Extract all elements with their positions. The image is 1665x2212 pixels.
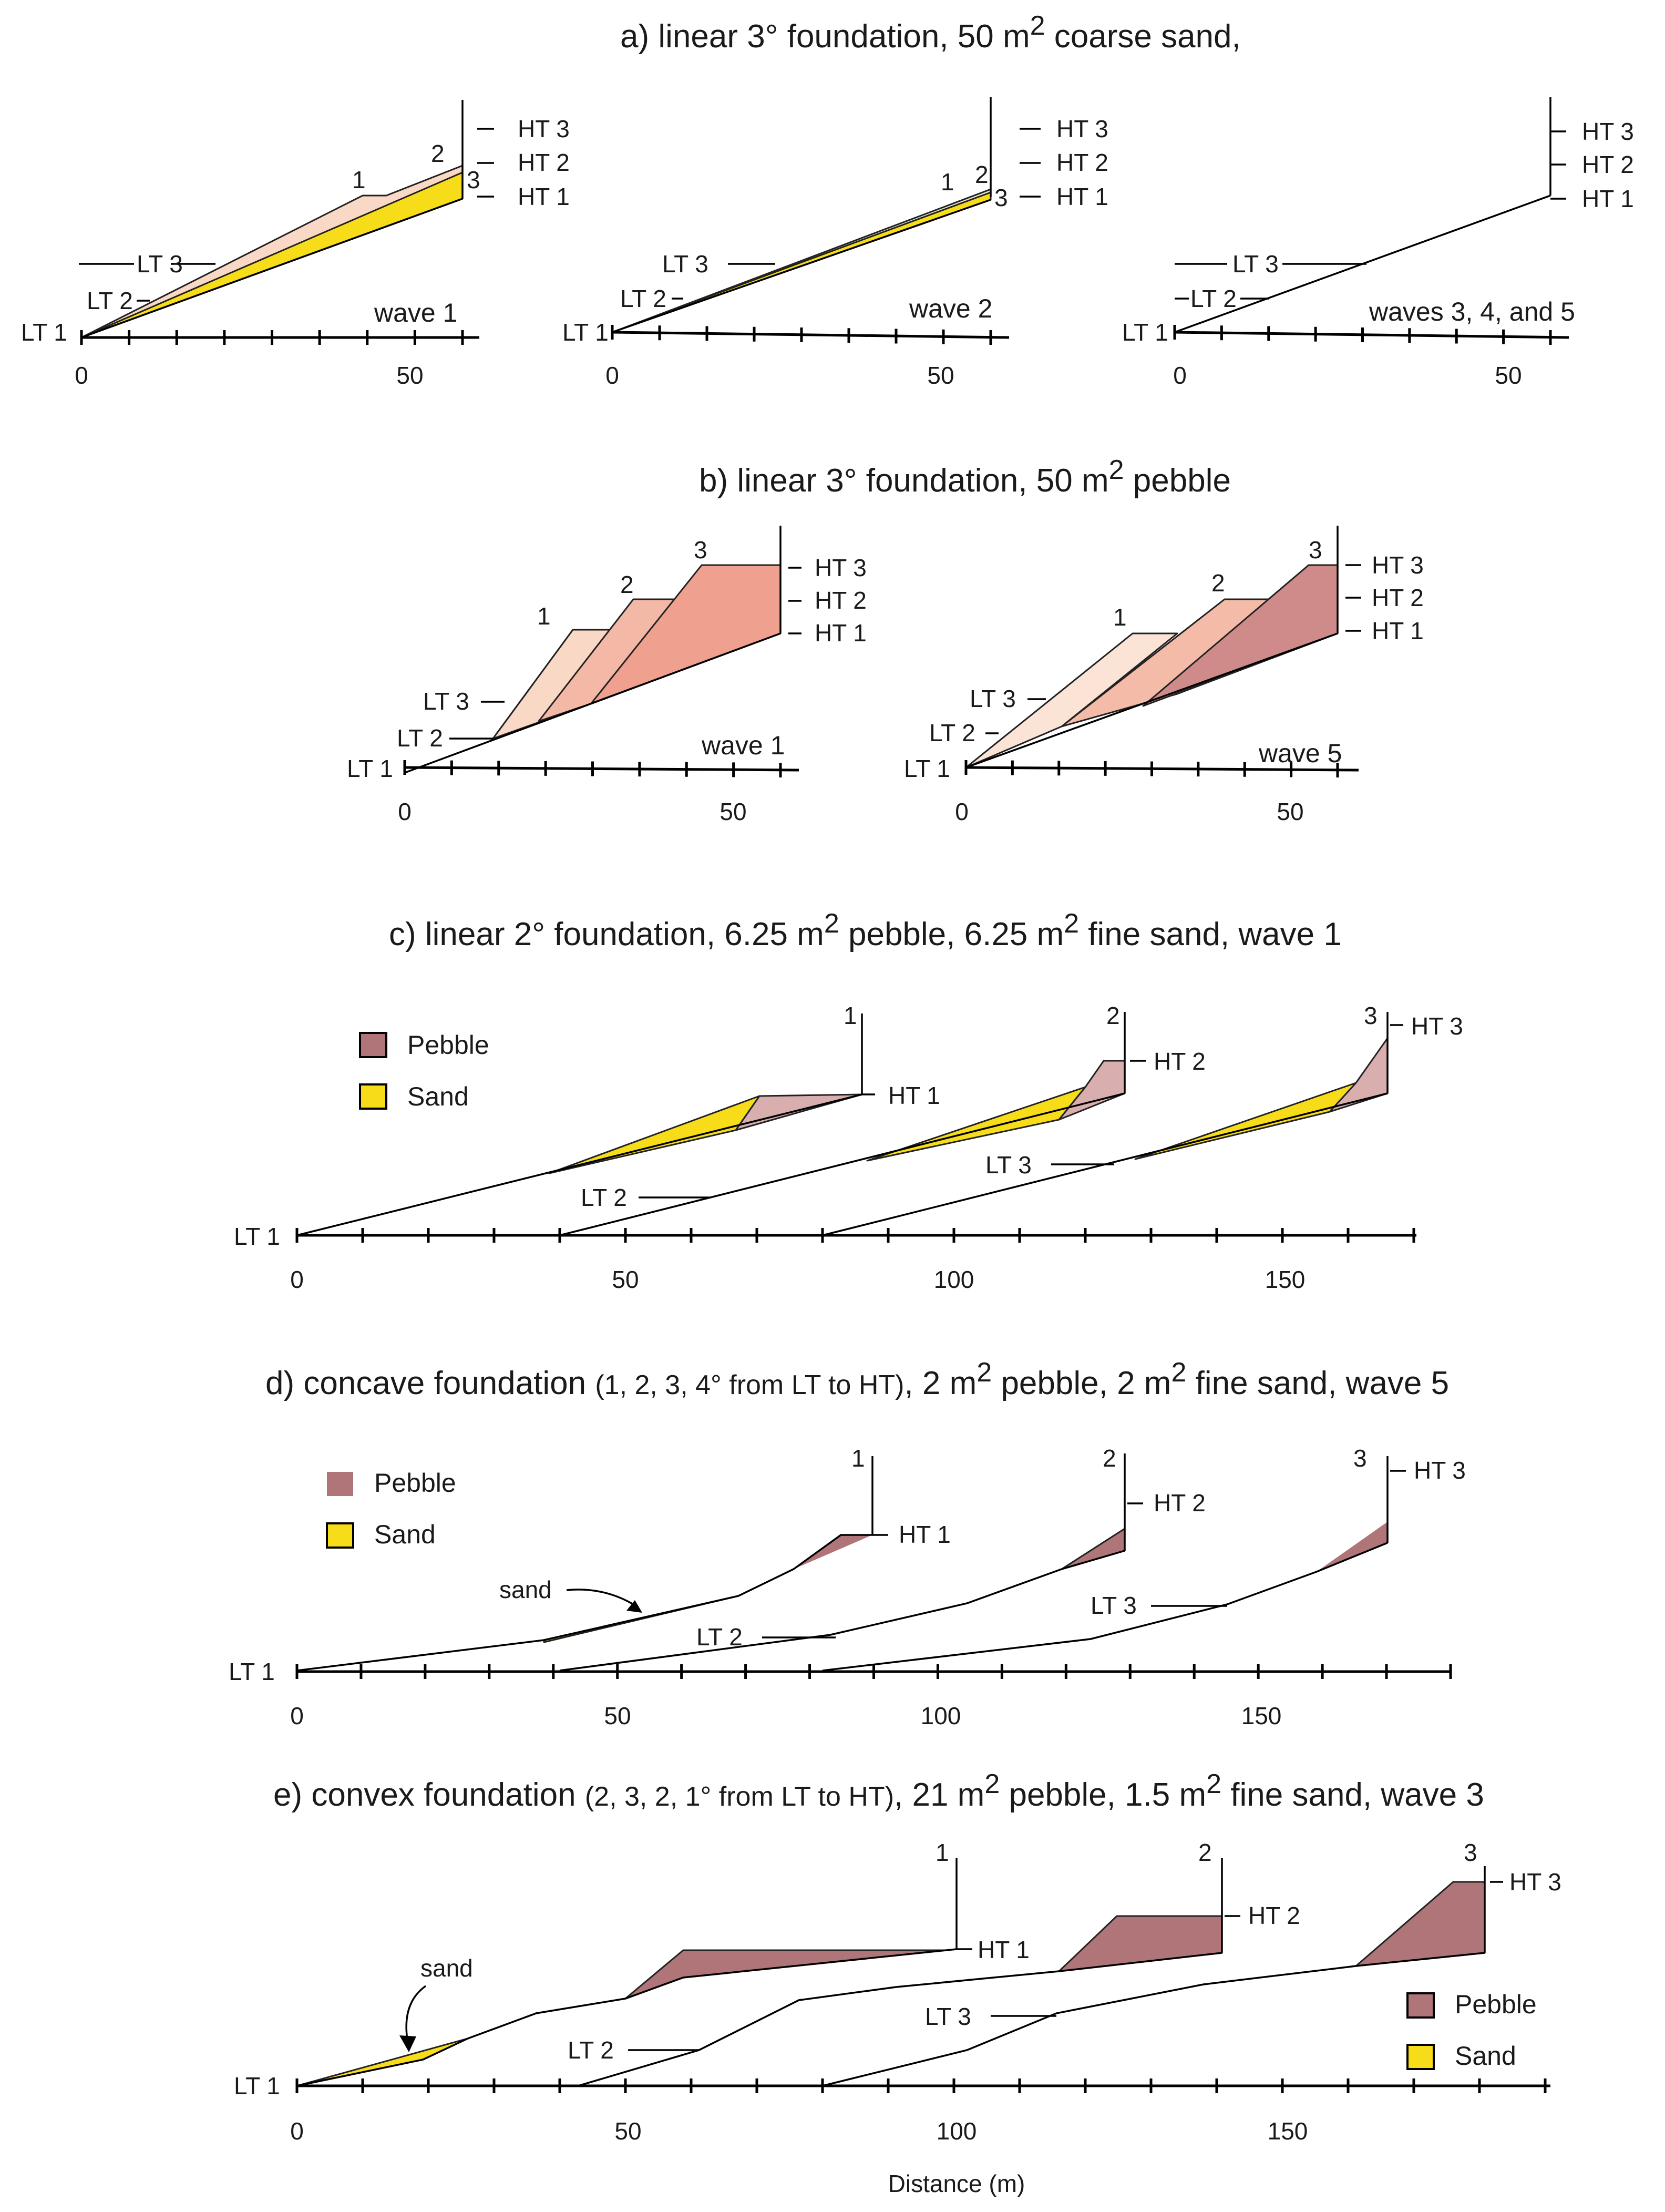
wave-number-3: 3 [1309,536,1322,564]
lt3-label: LT 3 [137,250,183,278]
wave-number-1: 1 [1113,603,1127,631]
tick-label-150: 150 [1267,2117,1308,2145]
ht1-label: HT 1 [888,1082,940,1109]
lt1-label: LT 1 [562,319,609,346]
tick-label-0: 0 [290,1266,304,1293]
ht1-label: HT 1 [978,1936,1030,1963]
wave-number-3: 3 [1464,1839,1477,1866]
ht2-label: HT 2 [1372,584,1424,611]
panel-a-plot-3 [1122,97,1634,389]
tick-label-150: 150 [1265,1266,1306,1293]
tick-label-0: 0 [290,2117,304,2145]
legend-sand-swatch [327,1523,353,1548]
tick-label-0: 0 [290,1702,304,1729]
wave-number-2: 2 [1211,569,1225,597]
legend-pebble-label: Pebble [1455,1990,1537,2019]
x-axis [1175,332,1569,337]
panel-a [21,11,1634,389]
ht2-label: HT 2 [1582,151,1634,178]
panel-c-title: c) linear 2° foundation, 6.25 $m^2$ pebble, 6.25 $m^2$ fine sand, wave 1 [389,908,1342,953]
tick-label-100: 100 [933,1266,974,1293]
wave-number-1: 1 [844,1002,857,1029]
tick-label-50: 50 [1277,798,1304,825]
wave-number-3: 3 [1353,1445,1367,1472]
sand-annotation: sand [499,1576,552,1603]
legend-sand-label: Sand [1455,2041,1516,2071]
wave-number-2: 2 [1198,1839,1212,1866]
lt1-label: LT 1 [21,319,67,346]
foundation-line-1 [297,1949,957,2086]
ht3-label: HT 3 [1372,551,1424,579]
lt3-label: LT 3 [925,2003,971,2030]
lt1-label: LT 1 [1122,319,1168,346]
ht2-label: HT 2 [518,149,570,176]
legend-sand-label: Sand [374,1520,436,1549]
wave-number-1: 1 [941,168,954,196]
legend-sand-swatch [1407,2045,1434,2069]
panel-a-plot-1 [21,100,570,389]
x-axis-label: Distance (m) [888,2170,1025,2197]
lt3-label: LT 3 [662,250,708,278]
lt2-label: LT 2 [620,285,666,312]
tick-label-50: 50 [927,362,954,389]
pebble-wedge-2 [1062,1529,1125,1569]
panel-a-title: a) linear 3° foundation, 50 $m^2$ coarse sand, [620,11,1241,55]
pebble-wedge-2 [1059,1061,1125,1120]
wave-number-1: 1 [851,1445,865,1472]
tick-label-0: 0 [1173,362,1187,389]
ht1-label: HT 1 [815,619,867,647]
tick-label-50: 50 [396,362,424,389]
lt1-label: LT 1 [347,755,393,782]
sand-annotation-arrow [406,1986,426,2040]
tick-label-100: 100 [920,1702,961,1729]
lt2-label: LT 2 [581,1184,627,1211]
wave-label: wave 1 [374,298,458,327]
tick-label-0: 0 [955,798,969,825]
ht3-label: HT 3 [815,554,867,581]
panel-a-plot-2 [562,97,1108,389]
tick-label-150: 150 [1241,1702,1282,1729]
tick-label-100: 100 [936,2117,977,2145]
wave-number-2: 2 [620,571,634,598]
foundation-line-2 [560,1093,1125,1235]
ht1-label: HT 1 [1582,185,1634,212]
ht3-label: HT 3 [1509,1868,1561,1896]
sand-wedge-1 [549,1096,759,1173]
legend-pebble-swatch [360,1033,386,1057]
lt3-label: LT 3 [423,688,469,715]
wave-number-3: 3 [694,536,707,564]
foundation-line-2 [560,1551,1125,1671]
lt3-label: LT 3 [970,685,1016,712]
wave-label: wave 2 [909,294,993,323]
lt2-label: LT 2 [397,724,443,752]
ht1-label: HT 1 [1056,183,1108,210]
ht2-label: HT 2 [815,587,867,614]
legend-pebble-swatch [1407,1993,1434,2018]
wave-label: wave 5 [1259,739,1342,768]
lt2-label: LT 2 [696,1623,743,1651]
ht2-label: HT 2 [1154,1048,1206,1075]
ht2-label: HT 2 [1248,1902,1300,1929]
lt3-label: LT 3 [1232,250,1279,278]
lt3-label: LT 3 [985,1151,1032,1179]
wave-number-1: 1 [352,166,366,193]
pebble-wedge-3 [1356,1882,1485,1966]
panel-b-plot-1 [347,526,867,825]
tick-label-0: 0 [605,362,619,389]
sand-layer-1 [297,2039,468,2086]
legend [360,1030,489,1111]
lt2-label: LT 2 [929,719,975,746]
ht1-label: HT 1 [1372,617,1424,644]
wave-number-3: 3 [1364,1002,1378,1029]
ht2-label: HT 2 [1154,1489,1206,1517]
panel-b-plot-2 [904,526,1424,825]
ht3-label: HT 3 [518,115,570,142]
panel-e-title: e) convex foundation (2, 3, 2, 1° from LT to HT), 21 $m^2$ pebble, 1.5 $m^2$ fine sand, wave 3 [273,1769,1484,1813]
ht3-label: HT 3 [1414,1457,1466,1484]
ht1-label: HT 1 [518,183,570,210]
lt1-label: LT 1 [904,755,950,782]
lt1-label: LT 1 [229,1658,275,1685]
ht3-label: HT 3 [1056,115,1108,142]
panel-d-title: d) concave foundation (1, 2, 3, 4° from LT to HT), 2 $m^2$ pebble, 2 $m^2$ fine sand, wave 5 [265,1357,1450,1401]
lt2-label: LT 2 [87,287,133,314]
x-axis [405,767,799,770]
lt3-label: LT 3 [1091,1592,1137,1619]
panel-b-title: b) linear 3° foundation, 50 $m^2$ pebble [699,455,1231,499]
foundation-line-1 [297,1094,862,1235]
tick-label-50: 50 [612,1266,639,1293]
legend-sand-swatch [360,1084,386,1109]
legend-pebble-swatch [327,1472,353,1496]
wave-number-1: 1 [537,602,551,630]
sand-annotation-arrow [567,1590,636,1606]
sand-annotation: sand [420,1954,473,1982]
lt2-label: LT 2 [1190,285,1237,312]
legend [1407,1990,1537,2071]
wave-number-2: 2 [975,161,989,188]
wave-label: waves 3, 4, and 5 [1369,297,1575,326]
legend-pebble-label: Pebble [407,1030,489,1060]
panel-e [234,1769,1561,2197]
foundation-line-3 [823,1953,1485,2086]
panel-b [347,455,1424,825]
wave-number-3: 3 [994,184,1008,211]
panel-d [229,1357,1466,1729]
tick-label-50: 50 [614,2117,642,2145]
tick-label-0: 0 [398,798,412,825]
lt1-label: LT 1 [234,2072,280,2100]
pebble-wedge-1 [625,1950,946,1999]
arrow-head [399,2035,416,2052]
ht2-label: HT 2 [1056,149,1108,176]
tick-label-50: 50 [1495,362,1522,389]
ht1-label: HT 1 [899,1521,951,1548]
wave-label: wave 1 [702,731,785,760]
foundation-line-1 [297,1535,872,1671]
tick-label-50: 50 [604,1702,631,1729]
legend-sand-label: Sand [407,1082,469,1111]
tick-label-0: 0 [75,362,88,389]
legend-pebble-label: Pebble [374,1468,456,1498]
ht3-label: HT 3 [1582,118,1634,145]
x-axis [612,332,1009,337]
wave-number-2: 2 [1106,1002,1120,1029]
legend [327,1468,456,1549]
tick-label-50: 50 [720,798,747,825]
wave-number-2: 2 [431,140,445,167]
lt1-label: LT 1 [234,1223,280,1250]
lt2-label: LT 2 [568,2036,614,2064]
wave-number-1: 1 [936,1839,949,1866]
wave-number-3: 3 [467,166,480,193]
wave-number-2: 2 [1103,1445,1116,1472]
ht3-label: HT 3 [1411,1012,1463,1040]
panel-c [234,908,1463,1293]
